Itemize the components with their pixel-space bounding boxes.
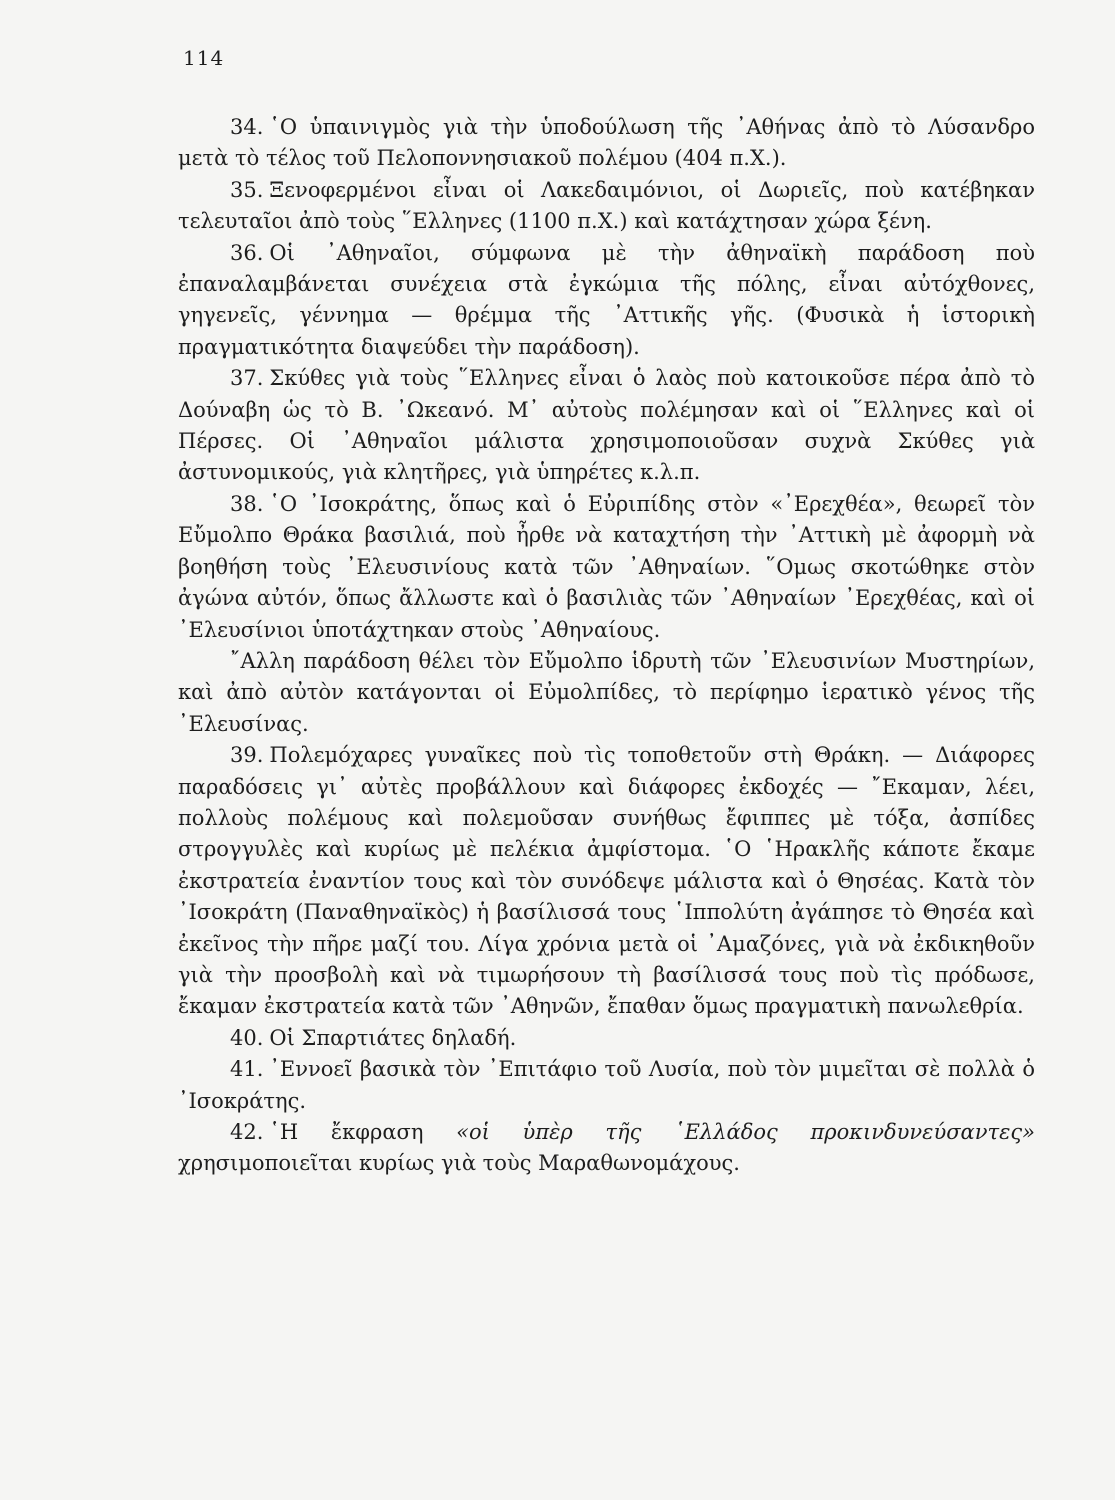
note-35 xyxy=(178,175,1035,238)
note-number: 40. xyxy=(230,1025,264,1050)
note-34 xyxy=(178,112,1035,175)
note-text: ᾿Εννοεῖ βασικὰ τὸν ᾿Επιτάφιο τοῦ Λυσία, ποὺ τὸν μιμεῖται σὲ πολλὰ ὁ ᾿Ισοκράτης. xyxy=(178,1057,1035,1113)
page-number: 114 xyxy=(183,46,225,70)
note-40 xyxy=(178,1023,1035,1054)
note-text: χρησιμοποιεῖται κυρίως γιὰ τοὺς Μαραθωνομάχους. xyxy=(178,1151,740,1176)
note-text: ῾Ο ὑπαινιγμὸς γιὰ τὴν ὑποδούλωση τῆς ᾿Αθήνας ἀπὸ τὸ Λύσανδρο μετὰ τὸ τέλος τοῦ Πελοποννησιακοῦ πολέμου (404 π.Χ.). xyxy=(178,115,1035,171)
note-text: ῾Η ἔκφραση xyxy=(269,1120,457,1144)
note-36 xyxy=(178,238,1035,364)
note-number: 35. xyxy=(230,177,264,202)
note-text: ῎Αλλη παράδοση θέλει τὸν Εὔμολπο ἱδρυτὴ τῶν ᾿Ελευσινίων Μυστηρίων, καὶ ἀπὸ αὐτὸν κατάγονται οἱ Εὐμολπίδες, τὸ περίφημο ἱερατικὸ γένος τῆς ᾿Ελευσίνας. xyxy=(178,648,1035,736)
note-42 xyxy=(178,1117,1035,1180)
endnotes xyxy=(178,112,1035,1180)
note-text: Οἱ ᾿Αθηναῖοι, σύμφωνα μὲ τὴν ἀθηναϊκὴ παράδοση ποὺ ἐπαναλαμβάνεται συνέχεια στὰ ἐγκώμια τῆς πόλης, εἶναι αὐτόχθονες, γηγενεῖς, γέννημα — θρέμμα τῆς ᾿Αττικῆς γῆς. (Φυσικὰ ἡ ἱστορικὴ πραγματικότητα διαψεύδει τὴν παράδοση). xyxy=(178,240,1035,359)
note-number: 36. xyxy=(230,240,264,265)
note-text: Ξενοφερμένοι εἶναι οἱ Λακεδαιμόνιοι, οἱ Δωριεῖς, ποὺ κατέβηκαν τελευταῖοι ἀπὸ τοὺς ῞Ελληνες (1100 π.Χ.) καὶ κατάχτησαν χώρα ξένη. xyxy=(178,177,1035,234)
note-37 xyxy=(178,363,1035,489)
note-38-continued xyxy=(178,646,1035,740)
note-41 xyxy=(178,1054,1035,1117)
note-number: 41. xyxy=(230,1057,264,1082)
note-number: 37. xyxy=(230,366,264,391)
note-number: 34. xyxy=(230,115,264,139)
note-text: Πολεμόχαρες γυναῖκες ποὺ τὶς τοποθετοῦν στὴ Θράκη. — Διάφορες παραδόσεις γι᾿ αὐτὲς προβάλλουν καὶ διάφορες ἐκδοχές — ῎Εκαμαν, λέει, πολλοὺς πολέμους καὶ πολεμοῦσαν συνήθως ἔφιππες μὲ τόξα, ἀσπίδες στρογγυλὲς καὶ κυρίως μὲ πελέκια ἀμφίστομα. ῾Ο ῾Ηρακλῆς κάποτε ἔκαμε ἐκστρατεία ἐναντίον τους καὶ τὸν συνόδεψε μάλιστα καὶ ὁ Θησέας. Κατὰ τὸν ᾿Ισοκράτη (Παναθηναϊκὸς) ἡ βασίλισσά τους ῾Ιππολύτη ἀγάπησε τὸ Θησέα καὶ ἐκεῖνος τὴν πῆρε μαζί του. Λίγα χρόνια μετὰ οἱ ᾿Αμαζόνες, γιὰ νὰ ἐκδικηθοῦν γιὰ τὴν προσβολὴ καὶ νὰ τιμωρήσουν τὴ βασίλισσά τους ποὺ τὶς πρόδωσε, ἔκαμαν ἐκστρατεία κατὰ τῶν ᾿Αθηνῶν, ἔπαθαν ὅμως πραγματικὴ πανωλεθρία. xyxy=(178,743,1035,1019)
note-text: Σκύθες γιὰ τοὺς ῞Ελληνες εἶναι ὁ λαὸς ποὺ κατοικοῦσε πέρα ἀπὸ τὸ Δούναβη ὡς τὸ Β. ᾿Ωκεανό. Μ᾿ αὐτοὺς πολέμησαν καὶ οἱ ῞Ελληνες καὶ οἱ Πέρσες. Οἱ ᾿Αθηναῖοι μάλιστα χρησιμοποιοῦσαν συχνὰ Σκύθες γιὰ ἀστυνομικούς, γιὰ κλητῆρες, γιὰ ὑπηρέτες κ.λ.π. xyxy=(178,366,1035,485)
note-number: 42. xyxy=(230,1120,264,1144)
note-39 xyxy=(178,740,1035,1023)
quoted-phrase: «οἱ ὑπὲρ τῆς ῾Ελλάδος προκινδυνεύσαντες» xyxy=(456,1120,1035,1144)
note-text: Οἱ Σπαρτιάτες δηλαδή. xyxy=(269,1025,517,1050)
note-number: 39. xyxy=(230,743,264,768)
note-number: 38. xyxy=(230,491,264,516)
note-38 xyxy=(178,489,1035,646)
note-text: ῾Ο ᾿Ισοκράτης, ὅπως καὶ ὁ Εὐριπίδης στὸν «᾿Ερεχθέα», θεωρεῖ τὸν Εὔμολπο Θράκα βασιλιά, ποὺ ἦρθε νὰ καταχτήση τὴν ᾿Αττικὴ μὲ ἀφορμὴ νὰ βοηθήση τοὺς ᾿Ελευσινίους κατὰ τῶν ᾿Αθηναίων. ῞Ομως σκοτώθηκε στὸν ἀγώνα αὐτόν, ὅπως ἄλλωστε καὶ ὁ βασιλιὰς τῶν ᾿Αθηναίων ᾿Ερεχθέας, καὶ οἱ ᾿Ελευσίνιοι ὑποτάχτηκαν στοὺς ᾿Αθηναίους. xyxy=(178,491,1035,642)
